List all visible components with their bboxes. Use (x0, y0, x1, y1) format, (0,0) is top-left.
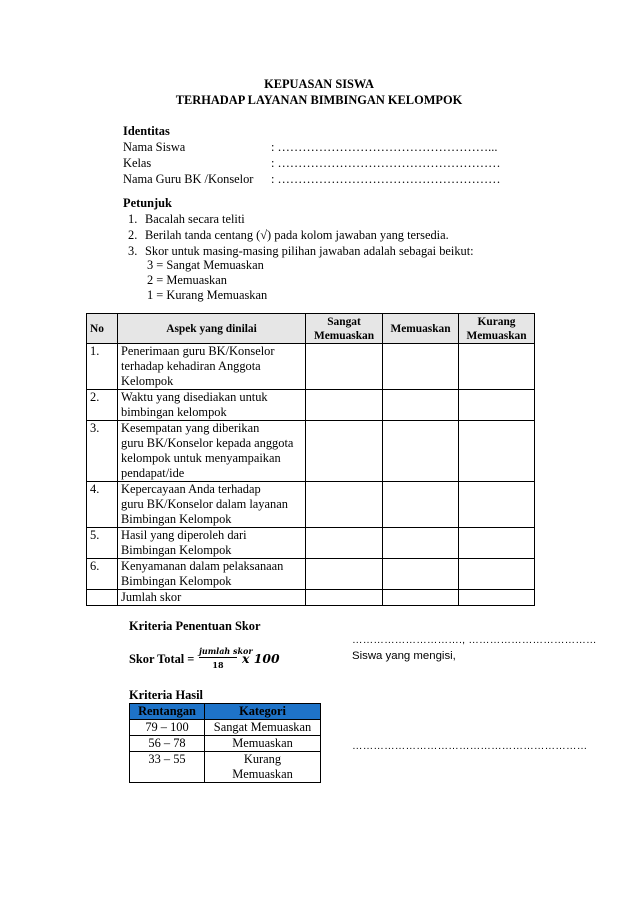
table-header-row (87, 314, 535, 344)
nama-siswa-label: Nama Siswa (123, 140, 186, 154)
table-row (87, 559, 535, 590)
title-line-2: TERHADAP LAYANAN BIMBINGAN KELOMPOK (175, 93, 463, 107)
skor-formula-fraction (199, 646, 253, 670)
score-legend-1: 1 = Kurang Memuaskan (147, 288, 268, 302)
table-row (87, 390, 535, 421)
answer-cell-memuaskan[interactable] (383, 421, 459, 482)
kelas-field[interactable]: : ……………………………………………… (271, 156, 501, 170)
row-aspek-line: guru BK/Konselor kepada anggota (121, 436, 294, 450)
petunjuk-text-2: Berilah tanda centang (√) pada kolom jawaban yang tersedia. (145, 228, 449, 242)
row-aspek-line: pendapat/ide (121, 466, 185, 480)
skor-total-label: Skor Total = (129, 652, 195, 666)
row-aspek (118, 482, 306, 528)
row-aspek-line: Waktu yang disediakan untuk (121, 390, 268, 404)
total-no-cell (87, 590, 118, 606)
signature-label: Siswa yang mengisi, (352, 650, 456, 662)
row-no: 4. (87, 482, 118, 528)
hasil-category-line1: Kurang (243, 752, 282, 766)
answer-cell-sangat[interactable] (306, 482, 383, 528)
answer-cell-memuaskan[interactable] (383, 559, 459, 590)
hasil-range: 33 – 55 (130, 752, 205, 783)
answer-cell-kurang[interactable] (459, 482, 535, 528)
kriteria-hasil-heading: Kriteria Hasil (129, 688, 203, 702)
petunjuk-heading: Petunjuk (123, 196, 172, 210)
formula-multiplier: x 100 (242, 651, 280, 666)
row-aspek-line: Hasil yang diperoleh dari (121, 528, 247, 542)
hasil-category-line2: Memuaskan (232, 767, 293, 781)
kriteria-skor-heading: Kriteria Penentuan Skor (129, 619, 261, 633)
hasil-header-row (130, 704, 321, 720)
header-rentangan: Rentangan (130, 704, 205, 720)
title-line-1: KEPUASAN SISWA (264, 77, 374, 91)
table-row (87, 528, 535, 559)
row-aspek-line: kelompok untuk menyampaikan (121, 451, 281, 465)
row-aspek-line: terhadap kehadiran Anggota (121, 359, 261, 373)
total-label: Jumlah skor (118, 590, 306, 606)
answer-cell-memuaskan[interactable] (383, 528, 459, 559)
row-aspek-line: Kepercayaan Anda terhadap (121, 482, 261, 496)
answer-cell-memuaskan[interactable] (383, 482, 459, 528)
row-aspek-line: Penerimaan guru BK/Konselor (121, 344, 275, 358)
total-row (87, 590, 535, 606)
hasil-category: Memuaskan (205, 736, 321, 752)
petunjuk-item-3 (128, 244, 474, 259)
row-aspek-line: Kesempatan yang diberikan (121, 421, 260, 435)
row-aspek-line: Kenyamanan dalam pelaksanaan (121, 559, 284, 573)
row-aspek (118, 344, 306, 390)
total-cell-sangat[interactable] (306, 590, 383, 606)
guru-bk-field[interactable]: : ……………………………………………… (271, 172, 501, 186)
row-aspek-line: Bimbingan Kelompok (121, 543, 232, 557)
header-kategori: Kategori (205, 704, 321, 720)
answer-cell-sangat[interactable] (306, 559, 383, 590)
assessment-table (86, 313, 535, 606)
petunjuk-num-3: 3. (128, 244, 138, 258)
petunjuk-num-2: 2. (128, 228, 138, 242)
header-sangat-line1: Sangat (327, 315, 361, 328)
guru-bk-label: Nama Guru BK /Konselor (123, 172, 254, 186)
answer-cell-sangat[interactable] (306, 344, 383, 390)
answer-cell-kurang[interactable] (459, 344, 535, 390)
table-row (87, 344, 535, 390)
petunjuk-text-3: Skor untuk masing-masing pilihan jawaban adalah sebagai beikut: (145, 244, 474, 258)
hasil-range: 79 – 100 (130, 720, 205, 736)
petunjuk-text-1: Bacalah secara teliti (145, 212, 245, 226)
total-cell-kurang[interactable] (459, 590, 535, 606)
header-kurang-line2: Memuaskan (466, 329, 527, 342)
hasil-row (130, 720, 321, 736)
row-no: 5. (87, 528, 118, 559)
row-no: 3. (87, 421, 118, 482)
answer-cell-kurang[interactable] (459, 528, 535, 559)
petunjuk-item-1 (128, 212, 245, 227)
hasil-category: Sangat Memuaskan (205, 720, 321, 736)
table-row (87, 482, 535, 528)
row-aspek-line: guru BK/Konselor dalam layanan (121, 497, 288, 511)
row-no: 1. (87, 344, 118, 390)
answer-cell-sangat[interactable] (306, 390, 383, 421)
place-date-line[interactable]: …………………………., ……………………………… (352, 634, 597, 646)
header-memuaskan: Memuaskan (383, 314, 459, 344)
kriteria-hasil-table (129, 703, 321, 783)
answer-cell-kurang[interactable] (459, 559, 535, 590)
row-aspek-line: Bimbingan Kelompok (121, 512, 232, 526)
hasil-range: 56 – 78 (130, 736, 205, 752)
identitas-heading: Identitas (123, 124, 170, 138)
answer-cell-sangat[interactable] (306, 421, 383, 482)
answer-cell-memuaskan[interactable] (383, 390, 459, 421)
row-aspek-line: bimbingan kelompok (121, 405, 227, 419)
header-no: No (87, 314, 118, 344)
score-legend-2: 2 = Memuaskan (147, 273, 227, 287)
formula-numerator: jumlah skor (199, 646, 253, 656)
row-no: 6. (87, 559, 118, 590)
answer-cell-kurang[interactable] (459, 421, 535, 482)
hasil-row (130, 752, 321, 783)
header-sangat-memuaskan (306, 314, 383, 344)
signature-name-line[interactable]: ………………………………………………………… (352, 740, 588, 752)
kelas-label: Kelas (123, 156, 152, 170)
header-kurang-line1: Kurang (477, 315, 516, 328)
formula-denominator: 18 (212, 660, 224, 670)
row-aspek (118, 421, 306, 482)
answer-cell-kurang[interactable] (459, 390, 535, 421)
header-aspek: Aspek yang dinilai (118, 314, 306, 344)
hasil-category (205, 752, 321, 783)
total-cell-memuaskan[interactable] (383, 590, 459, 606)
header-sangat-line2: Memuaskan (313, 329, 375, 342)
row-aspek (118, 559, 306, 590)
petunjuk-item-2 (128, 228, 449, 243)
row-aspek (118, 390, 306, 421)
petunjuk-num-1: 1. (128, 212, 138, 226)
row-aspek-line: Bimbingan Kelompok (121, 574, 232, 588)
hasil-row (130, 736, 321, 752)
header-kurang-memuaskan (459, 314, 535, 344)
answer-cell-memuaskan[interactable] (383, 344, 459, 390)
row-aspek-line: Kelompok (121, 374, 174, 388)
answer-cell-sangat[interactable] (306, 528, 383, 559)
row-no: 2. (87, 390, 118, 421)
nama-siswa-field[interactable]: : ……………………………………………... (271, 140, 498, 154)
table-row (87, 421, 535, 482)
score-legend-3: 3 = Sangat Memuaskan (147, 258, 264, 272)
row-aspek (118, 528, 306, 559)
